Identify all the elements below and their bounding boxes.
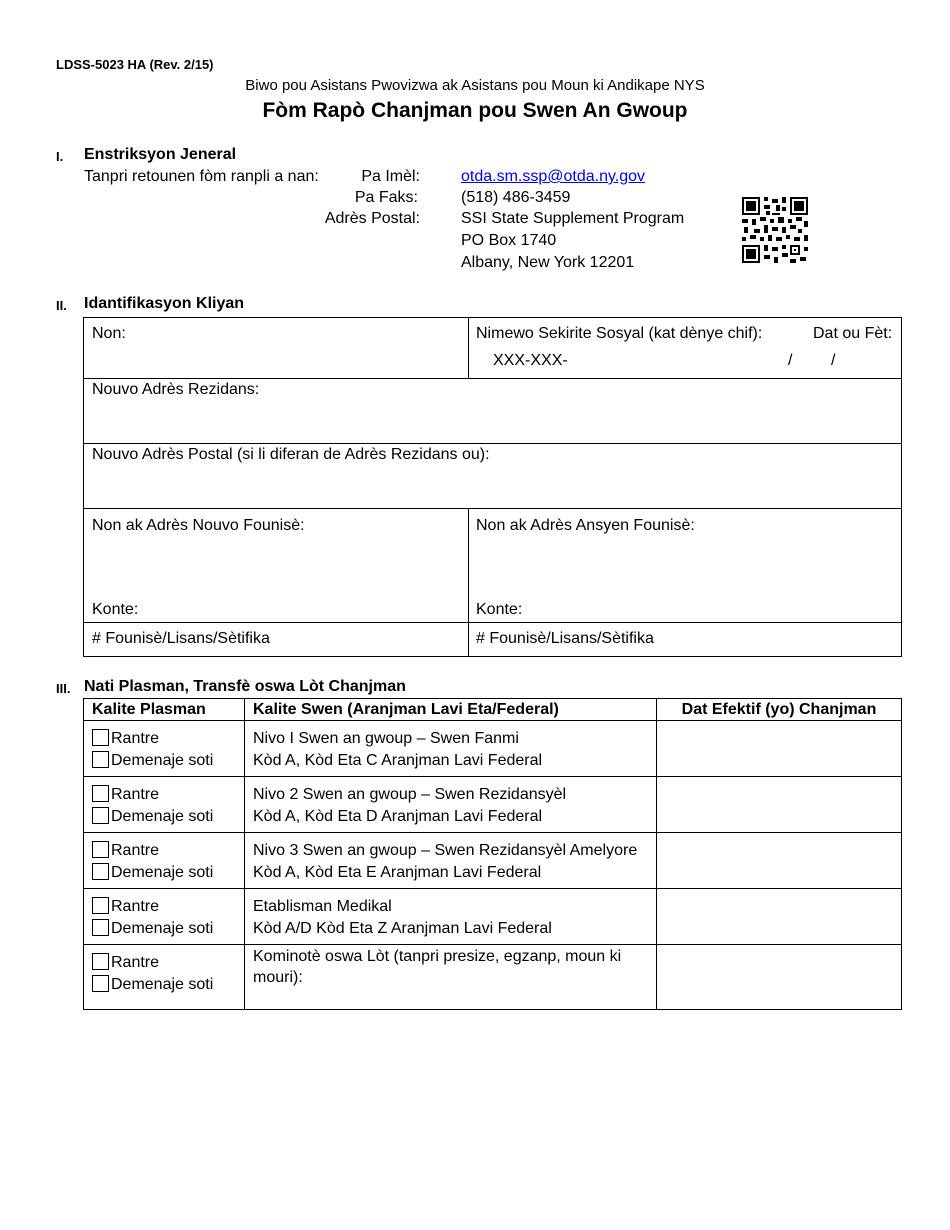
- care-type-line-2[interactable]: mouri):: [253, 969, 303, 986]
- effective-date-field[interactable]: [657, 889, 901, 943]
- care-type-line-1: Nivo 3 Swen an gwoup – Swen Rezidansyèl Amelyore: [253, 842, 638, 859]
- checkbox-enter[interactable]: [92, 729, 109, 746]
- option-enter[interactable]: Rantre: [92, 728, 159, 749]
- fax-value: (518) 486-3459: [461, 189, 571, 206]
- care-type-line-2: Kòd A, Kòd Eta C Aranjman Lavi Federal: [253, 752, 543, 769]
- option-move-out[interactable]: Demenaje soti: [92, 918, 213, 939]
- option-enter[interactable]: Rantre: [92, 784, 159, 805]
- fax-label: Pa Faks:: [354, 189, 418, 206]
- care-type-line-1: Nivo 2 Swen an gwoup – Swen Rezidansyèl: [253, 786, 567, 803]
- effective-date-field[interactable]: [657, 721, 901, 775]
- col-header-placement: Kalite Plasman: [92, 701, 206, 718]
- care-type-line-1[interactable]: Kominotè oswa Lòt (tanpri presize, egzanp, moun ki: [253, 948, 622, 965]
- new-residence-address-field[interactable]: Nouvo Adrès Rezidans:: [92, 381, 260, 398]
- section-3-number: III.: [56, 681, 71, 696]
- checkbox-move-out[interactable]: [92, 807, 109, 824]
- option-enter[interactable]: Rantre: [92, 840, 159, 861]
- dob-slash-1[interactable]: /: [788, 352, 793, 369]
- postal-label: Adrès Postal:: [324, 210, 420, 227]
- email-link[interactable]: otda.sm.ssp@otda.ny.gov: [461, 168, 646, 185]
- old-license-field[interactable]: # Founisè/Lisans/Sètifika: [476, 630, 654, 647]
- section-2-number: II.: [56, 298, 67, 313]
- option-move-out[interactable]: Demenaje soti: [92, 974, 213, 995]
- checkbox-move-out[interactable]: [92, 751, 109, 768]
- old-county-field[interactable]: Konte:: [476, 601, 523, 618]
- postal-line-2: PO Box 1740: [461, 232, 557, 249]
- col-header-effective-date: Dat Efektif (yo) Chanjman: [681, 701, 877, 718]
- dob-slash-2[interactable]: /: [831, 352, 836, 369]
- care-type-line-2: Kòd A, Kòd Eta D Aranjman Lavi Federal: [253, 808, 543, 825]
- section-3-title: Nati Plasman, Transfè oswa Lòt Chanjman: [84, 678, 406, 695]
- new-provider-field[interactable]: Non ak Adrès Nouvo Founisè:: [92, 517, 305, 534]
- care-type-line-2: Kòd A/D Kòd Eta Z Aranjman Lavi Federal: [253, 920, 552, 937]
- dob-label: Dat ou Fèt:: [813, 325, 893, 342]
- new-county-field[interactable]: Konte:: [92, 601, 139, 618]
- email-label: Pa Imèl:: [361, 168, 420, 185]
- checkbox-move-out[interactable]: [92, 863, 109, 880]
- qr-code-icon: [742, 197, 808, 263]
- ssn-label: Nimewo Sekirite Sosyal (kat dènye chif):: [476, 325, 763, 342]
- care-type-line-1: Etablisman Medikal: [253, 898, 392, 915]
- effective-date-field[interactable]: [657, 945, 901, 1009]
- postal-line-3: Albany, New York 12201: [461, 254, 635, 271]
- checkbox-move-out[interactable]: [92, 919, 109, 936]
- checkbox-move-out[interactable]: [92, 975, 109, 992]
- option-enter[interactable]: Rantre: [92, 952, 159, 973]
- effective-date-field[interactable]: [657, 833, 901, 887]
- care-type-line-1: Nivo I Swen an gwoup – Swen Fanmi: [253, 730, 519, 747]
- section-1-number: I.: [56, 149, 64, 164]
- option-enter[interactable]: Rantre: [92, 896, 159, 917]
- option-move-out[interactable]: Demenaje soti: [92, 750, 213, 771]
- page-title: Fòm Rapò Chanjman pou Swen An Gwoup: [262, 99, 688, 122]
- care-type-line-2: Kòd A, Kòd Eta E Aranjman Lavi Federal: [253, 864, 542, 881]
- return-instructions: Tanpri retounen fòm ranpli a nan:: [84, 168, 319, 185]
- checkbox-enter[interactable]: [92, 897, 109, 914]
- option-move-out[interactable]: Demenaje soti: [92, 862, 213, 883]
- new-license-field[interactable]: # Founisè/Lisans/Sètifika: [92, 630, 270, 647]
- checkbox-enter[interactable]: [92, 841, 109, 858]
- agency-name: Biwo pou Asistans Pwovizwa ak Asistans pou Moun ki Andikape NYS: [245, 77, 705, 94]
- section-2-title: Idantifikasyon Kliyan: [84, 295, 245, 312]
- checkbox-enter[interactable]: [92, 953, 109, 970]
- option-move-out[interactable]: Demenaje soti: [92, 806, 213, 827]
- checkbox-enter[interactable]: [92, 785, 109, 802]
- section-1-title: Enstriksyon Jeneral: [84, 146, 237, 163]
- old-provider-field[interactable]: Non ak Adrès Ansyen Founisè:: [476, 517, 695, 534]
- postal-line-1: SSI State Supplement Program: [461, 210, 685, 227]
- col-header-care-type: Kalite Swen (Aranjman Lavi Eta/Federal): [253, 701, 559, 718]
- ssn-field[interactable]: XXX-XXX-: [493, 352, 568, 369]
- new-postal-address-field[interactable]: Nouvo Adrès Postal (si li diferan de Adrès Rezidans ou):: [92, 446, 490, 463]
- form-code: LDSS-5023 HA (Rev. 2/15): [56, 57, 214, 72]
- name-field[interactable]: Non:: [92, 325, 126, 342]
- effective-date-field[interactable]: [657, 777, 901, 831]
